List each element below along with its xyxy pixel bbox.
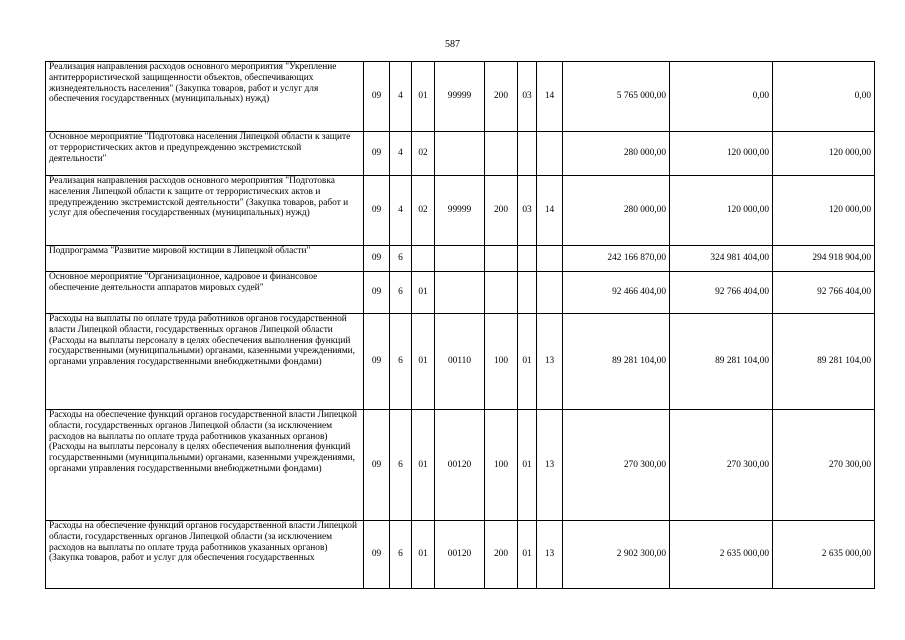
code-cell: 100 — [485, 410, 518, 521]
amount-cell: 120 000,00 — [670, 176, 773, 246]
table-row — [46, 314, 875, 410]
code-cell — [518, 246, 537, 272]
code-cell: 4 — [390, 62, 412, 132]
amount-cell: 2 635 000,00 — [670, 521, 773, 589]
code-cell: 13 — [537, 410, 563, 521]
code-cell: 01 — [412, 62, 435, 132]
code-cell: 4 — [390, 176, 412, 246]
amount-cell: 242 166 870,00 — [563, 246, 670, 272]
code-cell: 00120 — [435, 521, 485, 589]
code-cell: 200 — [485, 521, 518, 589]
code-cell — [537, 272, 563, 314]
code-cell: 00120 — [435, 410, 485, 521]
code-cell: 02 — [412, 176, 435, 246]
code-cell: 01 — [518, 410, 537, 521]
code-cell — [537, 246, 563, 272]
amount-cell: 324 981 404,00 — [670, 246, 773, 272]
amount-cell: 120 000,00 — [670, 132, 773, 176]
code-cell: 01 — [412, 314, 435, 410]
row-name: Основное мероприятие "Организационное, кадровое и финансовое обеспечение деятельности аппаратов мировых судей" — [46, 272, 364, 314]
code-cell: 03 — [518, 62, 537, 132]
code-cell — [537, 132, 563, 176]
row-name: Основное мероприятие "Подготовка населения Липецкой области к защите от террористических актов и предупреждению экстремистской деятельности" — [46, 132, 364, 176]
code-cell: 01 — [412, 272, 435, 314]
amount-cell: 2 635 000,00 — [773, 521, 875, 589]
amount-cell: 92 466 404,00 — [563, 272, 670, 314]
code-cell — [485, 246, 518, 272]
amount-cell: 280 000,00 — [563, 132, 670, 176]
code-cell — [485, 132, 518, 176]
table-row — [46, 132, 875, 176]
table-row — [46, 62, 875, 132]
code-cell: 13 — [537, 314, 563, 410]
amount-cell: 120 000,00 — [773, 176, 875, 246]
row-name: Расходы на обеспечение функций органов государственной власти Липецкой области, государственных органов Липецкой области (за исключением расходов на выплаты по оплате труда работников указанных органов) (Расходы на выплаты персоналу в целях обеспечения выполнения функций государственными (муниципальными) органами, казенными учреждениями, органами управления государственными внебюджетными фондами) — [46, 410, 364, 521]
code-cell — [435, 272, 485, 314]
code-cell: 09 — [364, 272, 390, 314]
code-cell: 6 — [390, 410, 412, 521]
code-cell: 03 — [518, 176, 537, 246]
amount-cell: 89 281 104,00 — [670, 314, 773, 410]
code-cell: 09 — [364, 176, 390, 246]
code-cell — [518, 272, 537, 314]
amount-cell: 92 766 404,00 — [773, 272, 875, 314]
budget-table — [45, 61, 875, 589]
table-row — [46, 272, 875, 314]
table-row — [46, 521, 875, 589]
code-cell — [412, 246, 435, 272]
code-cell: 6 — [390, 272, 412, 314]
code-cell — [435, 132, 485, 176]
table-row — [46, 410, 875, 521]
code-cell: 99999 — [435, 176, 485, 246]
amount-cell: 5 765 000,00 — [563, 62, 670, 132]
code-cell: 99999 — [435, 62, 485, 132]
code-cell: 09 — [364, 314, 390, 410]
row-name: Расходы на выплаты по оплате труда работников органов государственной власти Липецкой области, государственных органов Липецкой области (Расходы на выплаты персоналу в целях обеспечения выполнения функций государственными (муниципальными) органами, казенными учреждениями, органами управления государственными внебюджетными фондами) — [46, 314, 364, 410]
code-cell: 09 — [364, 410, 390, 521]
amount-cell: 2 902 300,00 — [563, 521, 670, 589]
amount-cell: 280 000,00 — [563, 176, 670, 246]
code-cell: 09 — [364, 132, 390, 176]
code-cell: 14 — [537, 62, 563, 132]
amount-cell: 120 000,00 — [773, 132, 875, 176]
code-cell: 100 — [485, 314, 518, 410]
amount-cell: 270 300,00 — [670, 410, 773, 521]
page-number: 587 — [445, 39, 460, 50]
code-cell — [485, 272, 518, 314]
code-cell — [435, 246, 485, 272]
code-cell: 13 — [537, 521, 563, 589]
code-cell: 09 — [364, 246, 390, 272]
code-cell: 200 — [485, 62, 518, 132]
code-cell: 02 — [412, 132, 435, 176]
row-name: Реализация направления расходов основного мероприятия "Подготовка населения Липецкой области к защите от террористических актов и предупреждению экстремистской деятельности" (Закупка товаров, работ и услуг для обеспечения государственных (муниципальных) нужд) — [46, 176, 364, 246]
row-name: Подпрограмма "Развитие мировой юстиции в Липецкой области" — [46, 246, 364, 272]
row-name: Реализация направления расходов основного мероприятия "Укрепление антитеррористической защищенности объектов, обеспечивающих жизнедеятельность населения" (Закупка товаров, работ и услуг для обеспечения государственных (муниципальных) нужд) — [46, 62, 364, 132]
row-name: Расходы на обеспечение функций органов государственной власти Липецкой области, государственных органов Липецкой области (за исключением расходов на выплаты по оплате труда работников указанных органов) (Закупка товаров, работ и услуг для обеспечения государственных — [46, 521, 364, 589]
amount-cell: 0,00 — [670, 62, 773, 132]
code-cell: 01 — [518, 314, 537, 410]
code-cell: 4 — [390, 132, 412, 176]
amount-cell: 0,00 — [773, 62, 875, 132]
amount-cell: 89 281 104,00 — [773, 314, 875, 410]
code-cell: 200 — [485, 176, 518, 246]
code-cell: 01 — [412, 410, 435, 521]
code-cell: 09 — [364, 62, 390, 132]
amount-cell: 270 300,00 — [563, 410, 670, 521]
code-cell: 01 — [518, 521, 537, 589]
table-row — [46, 246, 875, 272]
code-cell: 00110 — [435, 314, 485, 410]
amount-cell: 294 918 904,00 — [773, 246, 875, 272]
code-cell: 01 — [412, 521, 435, 589]
code-cell: 14 — [537, 176, 563, 246]
code-cell: 09 — [364, 521, 390, 589]
amount-cell: 92 766 404,00 — [670, 272, 773, 314]
code-cell: 6 — [390, 246, 412, 272]
amount-cell: 89 281 104,00 — [563, 314, 670, 410]
code-cell: 6 — [390, 521, 412, 589]
code-cell — [518, 132, 537, 176]
table-row — [46, 176, 875, 246]
code-cell: 6 — [390, 314, 412, 410]
amount-cell: 270 300,00 — [773, 410, 875, 521]
